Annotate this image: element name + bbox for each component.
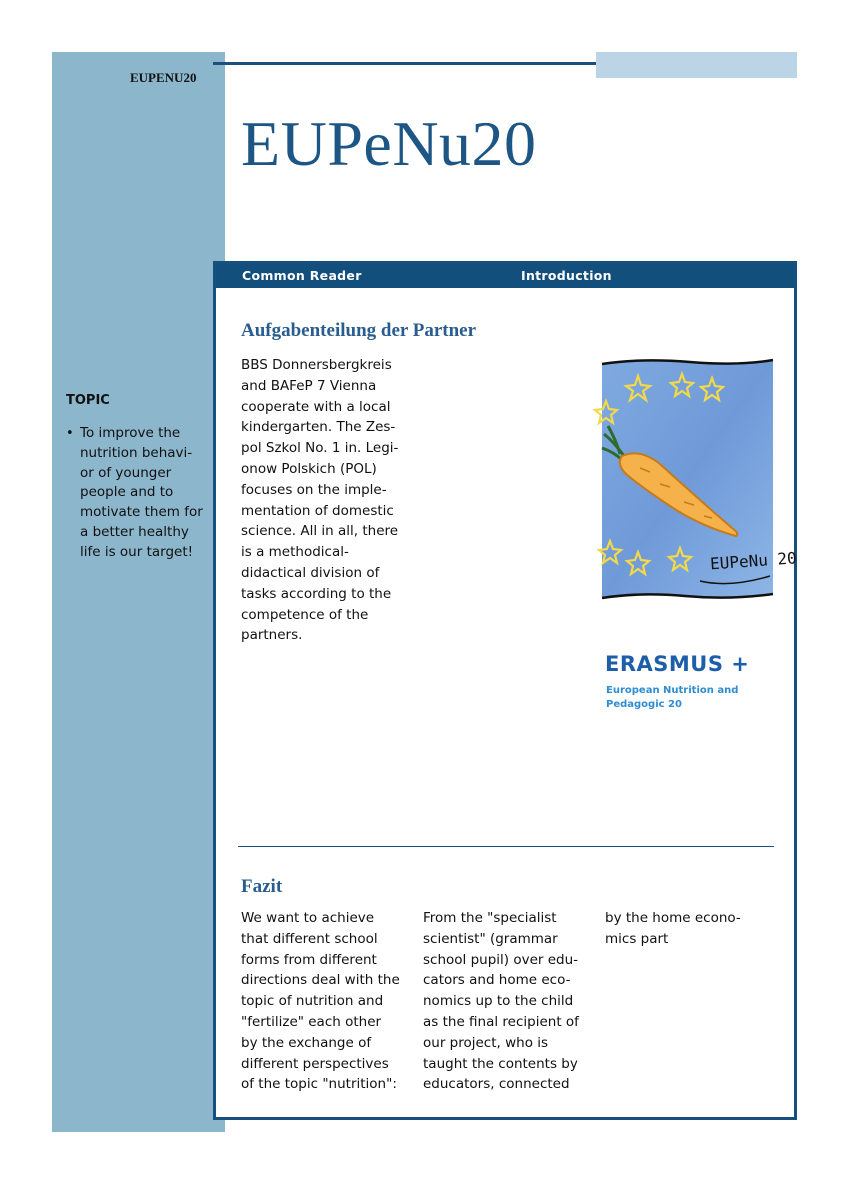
text-line: focuses on the imple-	[241, 481, 387, 498]
erasmus-subtitle	[606, 684, 756, 712]
text-line: as the final recipient of	[423, 1013, 579, 1030]
text-line: school pupil) over edu-	[423, 951, 579, 968]
sidebar-header: EUPENU20	[130, 70, 197, 85]
text-line: that different school	[241, 930, 378, 947]
text-line: of the topic "nutrition":	[241, 1076, 397, 1093]
text-line: BBS Donnersbergkreis	[241, 357, 392, 373]
frame-bar-left-label: Common Reader	[242, 268, 362, 283]
text-line: by the home econo-	[605, 910, 741, 926]
text-line: by the exchange of	[241, 1034, 372, 1051]
text-line: competence of the	[241, 606, 369, 623]
text-line: didactical division of	[241, 564, 380, 581]
carrot-illustration	[600, 356, 798, 601]
text-line: mentation of domestic	[241, 502, 394, 519]
text-line: We want to achieve	[241, 910, 375, 926]
erasmus-logo-title: ERASMUS +	[605, 652, 750, 676]
frame-header-bar	[216, 264, 794, 288]
frame-bar-right-label: Introduction	[521, 268, 612, 283]
topic-list-item: • To improve the nutrition behavi-or of younger people and to motivate them for a better healthy life is our target!	[66, 424, 206, 563]
text-line: nomics up to the child	[423, 993, 574, 1010]
text-line: pol Szkol No. 1 in. Legi-	[241, 440, 399, 457]
text-line: topic of nutrition and	[241, 993, 384, 1010]
text-line: cators and home eco-	[423, 972, 571, 989]
section-divider	[238, 846, 774, 847]
text-line: taught the contents by	[423, 1055, 578, 1072]
topic-title: TOPIC	[66, 393, 110, 408]
page-title: EUPeNu20	[241, 108, 537, 179]
text-line: onow Polskich (POL)	[241, 460, 377, 477]
text-line: our project, who is	[423, 1034, 549, 1051]
text-line: different perspectives	[241, 1055, 389, 1072]
section-title-fazit: Fazit	[241, 876, 283, 897]
text-line: mics part	[605, 930, 669, 947]
text-line: educators, connected	[423, 1076, 570, 1093]
text-line: kindergarten. The Zes-	[241, 419, 396, 436]
section-title-partners: Aufgabenteilung der Partner	[241, 320, 477, 341]
header-accent-box	[596, 52, 797, 78]
text-line: "fertilize" each other	[241, 1013, 382, 1030]
text-line: From the "specialist	[423, 910, 557, 926]
fazit-column-2	[423, 908, 589, 1095]
erasmus-subtitle-line: Pedagogic 20	[606, 699, 682, 710]
text-line: is a methodical-	[241, 544, 349, 561]
text-line: cooperate with a local	[241, 398, 391, 415]
text-line: science. All in all, there	[241, 523, 399, 540]
fazit-column-1	[241, 908, 407, 1095]
sidebar-panel	[52, 52, 225, 1132]
section-body-partners	[241, 355, 409, 646]
text-line: and BAFeP 7 Vienna	[241, 377, 377, 394]
text-line: scientist" (grammar	[423, 930, 558, 947]
topic-list	[66, 424, 206, 563]
text-line: forms from different	[241, 951, 377, 968]
illustration-signature: EUPeNu 20	[709, 548, 798, 574]
text-line: partners.	[241, 627, 303, 644]
erasmus-subtitle-line: European Nutrition and	[606, 685, 739, 696]
text-line: tasks according to the	[241, 585, 392, 602]
text-line: directions deal with the	[241, 972, 400, 989]
fazit-column-3	[605, 908, 765, 950]
